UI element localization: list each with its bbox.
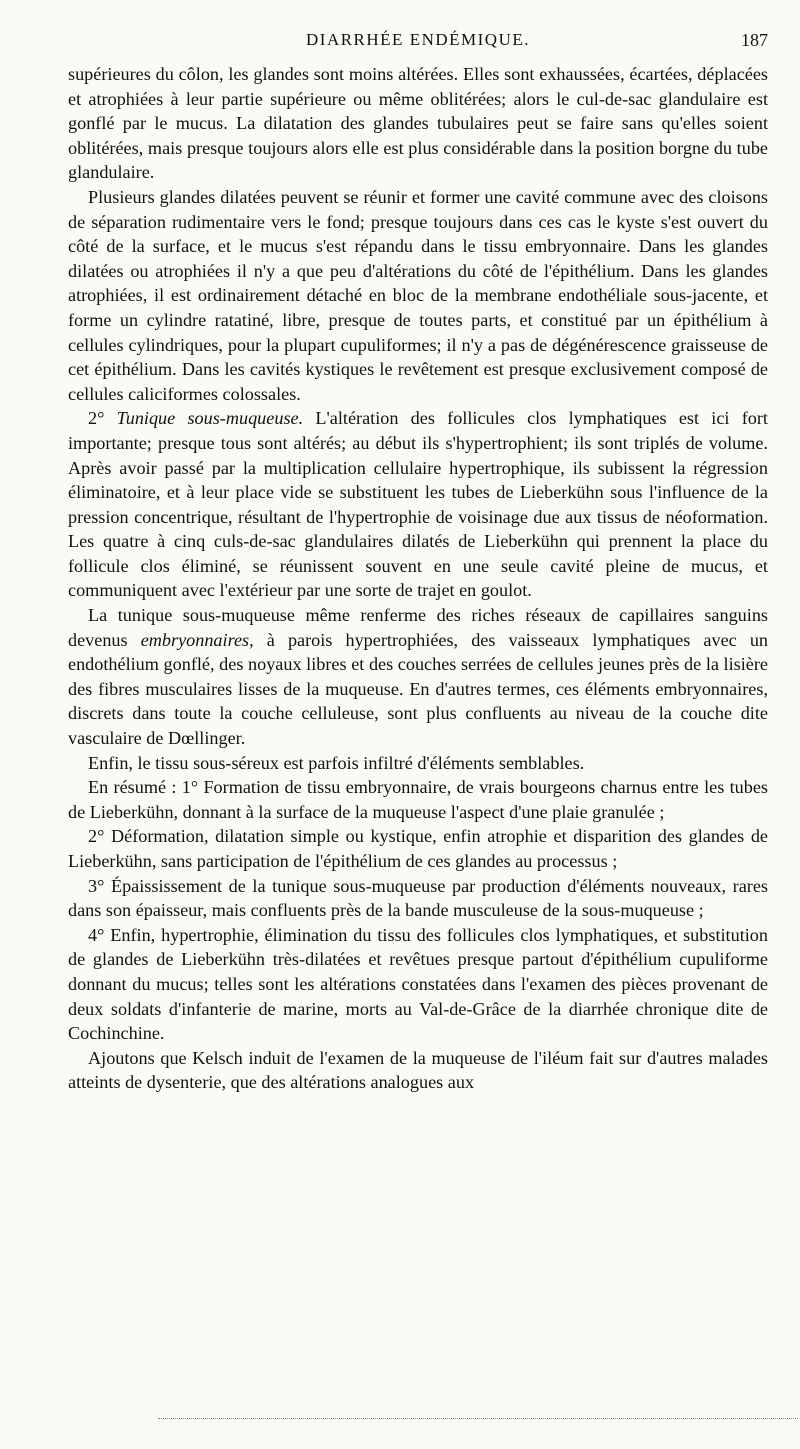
paragraph: Enfin, le tissu sous-séreux est parfois infiltré d'éléments semblables. [88, 752, 585, 773]
paragraph: supérieures du côlon, les glandes sont moins altérées. Elles sont exhaussées, écartées, déplacées et atrophiées à leur partie supérieure ou même oblitérées; alors le cul-de-sac glandulaire est gonflé par le mucus. La dilatation des glandes tubulaires peut se faire sans qu'elles soient oblitérées, mais presque toujours alors elle est plus considérable dans la position borgne du tube glandulaire. [68, 64, 768, 183]
paragraph: En résumé : 1° Formation de tissu embryonnaire, de vrais bourgeons charnus entre les tubes de Lieberkühn, donnant à la surface de la muqueuse l'aspect d'une plaie granulée ; [68, 777, 768, 822]
paragraph: 4° Enfin, hypertrophie, élimination du tissu des follicules clos lymphatiques, et substitution de glandes de Lieberkühn très-dilatées et revêtues presque partout d'épithélium cupuliforme donnant du mucus; telles sont les altérations constatées dans l'examen des pièces provenant de deux soldats d'infanterie de marine, morts au Val-de-Grâce de la diarrhée chronique dite de Cochinchine. [68, 924, 768, 1044]
document-page [68, 0, 769, 1093]
paragraph: 2° Déformation, dilatation simple ou kystique, enfin atrophie et disparition des glandes de Lieberkühn, sans participation de l'épithélium de ces glandes au processus ; [68, 826, 768, 871]
page-number: 187 [741, 30, 768, 50]
running-title: DIARRHÉE ENDÉMIQUE. [306, 30, 530, 49]
paragraph: La tunique sous-muqueuse même renferme des riches réseaux de capillaires sanguins devenus embryonnaires, à parois hypertrophiées, des vaisseaux lymphatiques avec un endothélium gonflé, des noyaux libres et des couches serrées de cellules jeunes près de la lisière des fibres musculaires lisses de la muqueuse. En d'autres termes, ces éléments embryonnaires, discrets dans toute la couche celluleuse, sont plus confluents au niveau de la couche dite vasculaire de Dœllinger. [68, 605, 769, 749]
body-text [68, 62, 768, 1095]
italic-heading: Tunique sous-muqueuse. [116, 408, 304, 429]
paragraph: 2° Tunique sous-muqueuse. L'altération des follicules clos lymphatiques est ici fort importante; presque tous sont altérés; au début ils s'hypertrophient; ils sont triplés de volume. Après avoir passé par la multiplication cellulaire hypertrophique, ils subissent la régression éliminatoire, et à leur place vide se substituent les tubes de Lieberkühn sous l'influence de la pression concentrique, résultant de l'hypertrophie de voisinage due aux tissus de néoformation. Les quatre à cinq culs-de-sac glandulaires dilatés de Lieberkühn qui prennent la place du follicule clos éliminé, se réunissent souvent en une seule cavité pleine de mucus, et communiquent avec l'extérieur par une sorte de trajet en goulot. [68, 408, 768, 601]
paragraph: Ajoutons que Kelsch induit de l'examen de la muqueuse de l'iléum fait sur d'autres malades atteints de dysenterie, que des altérations analogues aux [68, 1047, 768, 1093]
page-header [68, 0, 768, 60]
paragraph: Plusieurs glandes dilatées peuvent se réunir et former une cavité commune avec des cloisons de séparation rudimentaire vers le fond; presque toujours dans ces cas le kyste s'est ouvert du côté de la surface, et le mucus s'est répandu dans le tissu embryonnaire. Dans les glandes dilatées ou atrophiées il n'y a que peu d'altérations du côté de l'épithélium. Dans les glandes atrophiées, il est ordinairement détaché en bloc de la membrane endothéliale sous-jacente, et forme un cylindre ratatiné, libre, presque de toutes parts, et constitué par un épithélium à cellules cylindriques, pour la plupart cupuliformes; il n'y a pas de dégénérescence graisseuse de cet épithélium. Dans les cavités kystiques le revêtement est presque exclusivement composé de cellules caliciformes colossales. [68, 186, 768, 404]
footer-rule [158, 1418, 798, 1419]
italic-term: embryonnaires, [140, 629, 254, 650]
paragraph: 3° Épaississement de la tunique sous-muqueuse par production d'éléments nouveaux, rares dans son épaisseur, mais confluents près de la bande musculeuse de la sous-muqueuse ; [68, 875, 768, 921]
